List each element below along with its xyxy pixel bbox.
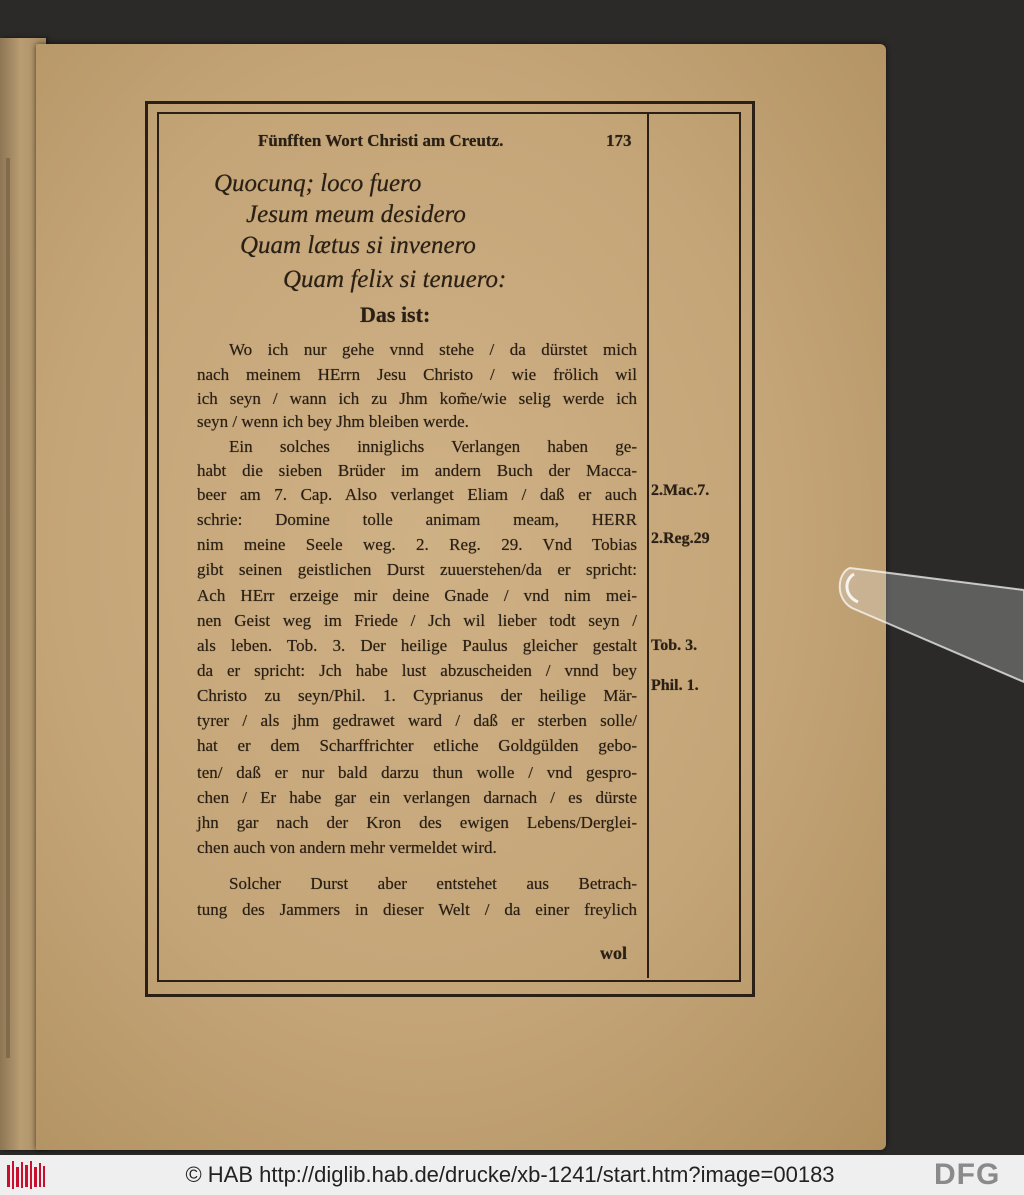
page-number: 173 [606, 131, 632, 150]
hab-logo-icon [6, 1159, 46, 1191]
das-ist-heading: Das ist: [360, 302, 431, 327]
text-line: Ach HErr erzeige mir deine Gnade / vnd nim mei- [197, 586, 637, 605]
left-page-edge-shadow [6, 158, 10, 1058]
text-line: Christo zu seyn/Phil. 1. Cyprianus der heilige Mär- [197, 686, 637, 705]
text-line: nach meinem HErrn Jesu Christo / wie frölich wil [197, 365, 637, 384]
text-line: chen / Er habe gar ein verlangen darnach / es dürste [197, 788, 637, 807]
margin-separator-rule [647, 114, 649, 978]
text-line: schrie: Domine tolle animam meam, HERR [197, 510, 637, 529]
text-line: jhn gar nach der Kron des ewigen Lebens/Derglei- [197, 813, 637, 832]
text-line: da er spricht: Jch habe lust abzuscheiden / vnnd bey [197, 661, 637, 680]
latin-verse: Quam felix si tenuero: [283, 266, 507, 293]
dfg-logo: DFG [934, 1158, 1001, 1191]
text-line: seyn / wenn ich bey Jhm bleiben werde. [197, 412, 469, 431]
margin-note: Tob. 3. [651, 637, 698, 654]
catchword: wol [600, 943, 627, 963]
text-line: beer am 7. Cap. Also verlanget Eliam / daß er auch [197, 485, 637, 504]
margin-note: 2.Reg.29 [651, 530, 710, 547]
text-line: tyrer / als jhm gedrawet ward / daß er sterben solle/ [197, 711, 637, 730]
margin-note: Phil. 1. [651, 677, 699, 694]
text-line: als leben. Tob. 3. Der heilige Paulus gleicher gestalt [197, 636, 637, 655]
text-line: Solcher Durst aber entstehet aus Betrach- [229, 874, 637, 893]
text-line: habt die sieben Brüder im andern Buch der Macca- [197, 461, 637, 480]
text-line: hat er dem Scharffrichter etliche Goldgülden gebo- [197, 736, 637, 755]
text-line: tung des Jammers in dieser Welt / da einer freylich [197, 900, 637, 919]
running-header: Fünfften Wort Christi am Creutz. [258, 131, 504, 150]
page-clip [830, 550, 1024, 690]
text-line: Ein solches inniglichs Verlangen haben ge- [229, 437, 637, 456]
text-line: gibt seinen geistlichen Durst zuuerstehen/da er spricht: [197, 560, 637, 579]
text-line: Wo ich nur gehe vnnd stehe / da dürstet mich [229, 340, 637, 359]
text-line: chen auch von andern mehr vermeldet wird. [197, 838, 497, 857]
latin-verse: Quam lætus si invenero [240, 232, 476, 259]
text-line: ten/ daß er nur bald darzu thun wolle / vnd gespro- [197, 763, 637, 782]
footer-bar [0, 1155, 1024, 1195]
text-line: nim meine Seele weg. 2. Reg. 29. Vnd Tobias [197, 535, 637, 554]
latin-verse: Jesum meum desidero [246, 201, 466, 228]
latin-verse: Quocunq; loco fuero [214, 170, 422, 197]
copyright-url[interactable]: © HAB http://diglib.hab.de/drucke/xb-1241/start.htm?image=00183 [185, 1162, 835, 1187]
text-line: ich seyn / wann ich zu Jhm kom̃e/wie selig werde ich [197, 389, 637, 408]
margin-note: 2.Mac.7. [651, 482, 710, 499]
text-line: nen Geist weg im Friede / Jch wil lieber todt seyn / [197, 611, 637, 630]
